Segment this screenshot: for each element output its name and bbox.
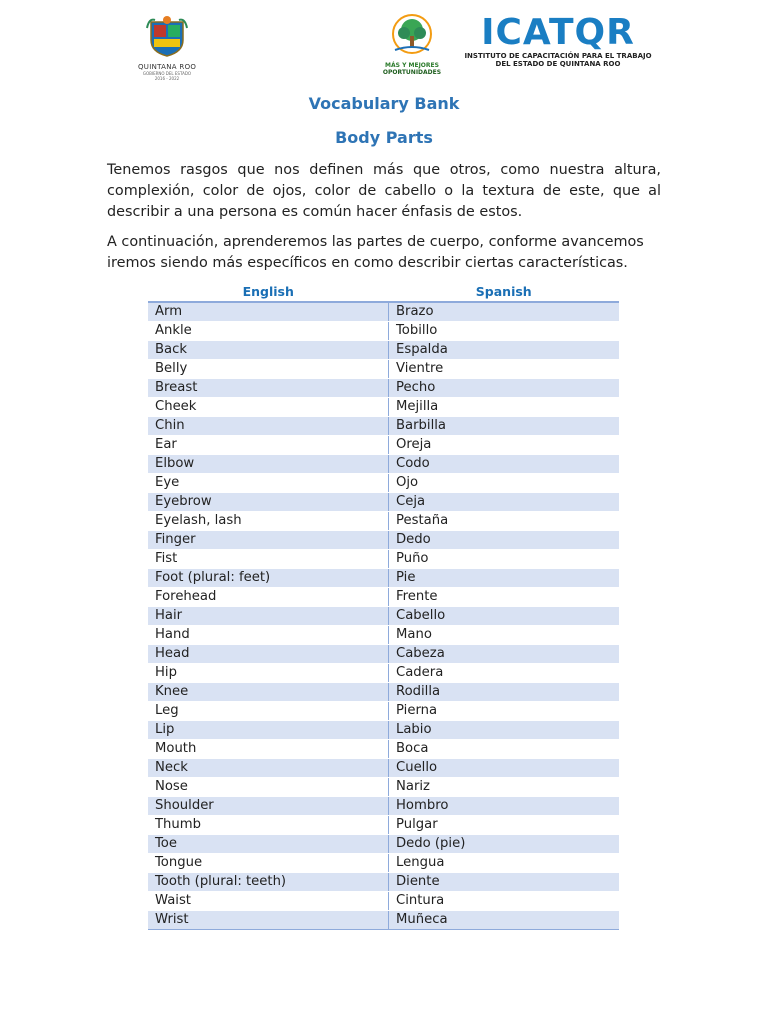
english-term: Wrist bbox=[148, 911, 389, 930]
spanish-term: Codo bbox=[389, 455, 620, 474]
table-row bbox=[148, 873, 619, 892]
tree-logo-line2: OPORTUNIDADES bbox=[382, 69, 442, 76]
table-row bbox=[148, 645, 619, 664]
table-row bbox=[148, 455, 619, 474]
column-header-english: English bbox=[148, 282, 389, 302]
table-row bbox=[148, 341, 619, 360]
table-row bbox=[148, 607, 619, 626]
state-logo bbox=[138, 14, 196, 81]
spanish-term: Espalda bbox=[389, 341, 620, 360]
spanish-term: Pulgar bbox=[389, 816, 620, 835]
document-subtitle: Body Parts bbox=[335, 128, 433, 147]
icatqr-title: ICATQR bbox=[481, 12, 635, 53]
english-term: Back bbox=[148, 341, 389, 360]
spanish-term: Frente bbox=[389, 588, 620, 607]
spanish-term: Dedo bbox=[389, 531, 620, 550]
english-term: Elbow bbox=[148, 455, 389, 474]
table-row bbox=[148, 797, 619, 816]
english-term: Toe bbox=[148, 835, 389, 854]
english-term: Cheek bbox=[148, 398, 389, 417]
english-term: Lip bbox=[148, 721, 389, 740]
spanish-term: Oreja bbox=[389, 436, 620, 455]
spanish-term: Puño bbox=[389, 550, 620, 569]
state-logo-name: QUINTANA ROO bbox=[138, 63, 197, 71]
spanish-term: Dedo (pie) bbox=[389, 835, 620, 854]
table-body bbox=[148, 302, 619, 930]
english-term: Eyelash, lash bbox=[148, 512, 389, 531]
spanish-term: Pierna bbox=[389, 702, 620, 721]
spanish-term: Ceja bbox=[389, 493, 620, 512]
table-row bbox=[148, 550, 619, 569]
table-row bbox=[148, 740, 619, 759]
spanish-term: Pestaña bbox=[389, 512, 620, 531]
spanish-term: Cabello bbox=[389, 607, 620, 626]
english-term: Eye bbox=[148, 474, 389, 493]
table-row bbox=[148, 816, 619, 835]
english-term: Belly bbox=[148, 360, 389, 379]
english-term: Nose bbox=[148, 778, 389, 797]
icatqr-subtitle-1: INSTITUTO DE CAPACITACIÓN PARA EL TRABAJO bbox=[464, 52, 652, 60]
table-row bbox=[148, 474, 619, 493]
icatqr-subtitle-2: DEL ESTADO DE QUINTANA ROO bbox=[495, 60, 621, 68]
table-row bbox=[148, 436, 619, 455]
table-header-row bbox=[148, 282, 619, 302]
table-row bbox=[148, 493, 619, 512]
spanish-term: Diente bbox=[389, 873, 620, 892]
english-term: Neck bbox=[148, 759, 389, 778]
english-term: Foot (plural: feet) bbox=[148, 569, 389, 588]
state-shield-icon bbox=[145, 14, 189, 58]
spanish-term: Vientre bbox=[389, 360, 620, 379]
table-row bbox=[148, 379, 619, 398]
tree-logo-line1: MÁS Y MEJORES bbox=[385, 62, 439, 69]
spanish-term: Lengua bbox=[389, 854, 620, 873]
spanish-term: Brazo bbox=[389, 302, 620, 322]
english-term: Hand bbox=[148, 626, 389, 645]
table-row bbox=[148, 854, 619, 873]
spanish-term: Pecho bbox=[389, 379, 620, 398]
spanish-term: Barbilla bbox=[389, 417, 620, 436]
english-term: Leg bbox=[148, 702, 389, 721]
english-term: Knee bbox=[148, 683, 389, 702]
english-term: Chin bbox=[148, 417, 389, 436]
table-row bbox=[148, 626, 619, 645]
spanish-term: Cuello bbox=[389, 759, 620, 778]
english-term: Thumb bbox=[148, 816, 389, 835]
english-term: Eyebrow bbox=[148, 493, 389, 512]
table-row bbox=[148, 702, 619, 721]
table-row bbox=[148, 302, 619, 322]
document-title: Vocabulary Bank bbox=[308, 94, 460, 113]
spanish-term: Hombro bbox=[389, 797, 620, 816]
table-row bbox=[148, 892, 619, 911]
vocabulary-table bbox=[148, 282, 619, 930]
table-row bbox=[148, 835, 619, 854]
table-row bbox=[148, 360, 619, 379]
english-term: Head bbox=[148, 645, 389, 664]
english-term: Arm bbox=[148, 302, 389, 322]
spanish-term: Cadera bbox=[389, 664, 620, 683]
spanish-term: Ojo bbox=[389, 474, 620, 493]
table-row bbox=[148, 759, 619, 778]
spanish-term: Cabeza bbox=[389, 645, 620, 664]
english-term: Waist bbox=[148, 892, 389, 911]
english-term: Tooth (plural: teeth) bbox=[148, 873, 389, 892]
state-logo-years: 2016 - 2022 bbox=[154, 76, 180, 81]
table-row bbox=[148, 683, 619, 702]
english-term: Breast bbox=[148, 379, 389, 398]
spanish-term: Mejilla bbox=[389, 398, 620, 417]
table-row bbox=[148, 531, 619, 550]
instructions-paragraph: A continuación, aprenderemos las partes de cuerpo, conforme avancemos iremos siendo más específicos en como describir ciertas características. bbox=[107, 234, 644, 271]
table-row bbox=[148, 512, 619, 531]
table-row bbox=[148, 417, 619, 436]
state-logo-gov: GOBIERNO DEL ESTADO bbox=[142, 71, 192, 76]
spanish-term: Muñeca bbox=[389, 911, 620, 930]
spanish-term: Nariz bbox=[389, 778, 620, 797]
english-term: Ear bbox=[148, 436, 389, 455]
oportunidades-logo bbox=[381, 14, 443, 76]
english-term: Hair bbox=[148, 607, 389, 626]
table-row bbox=[148, 721, 619, 740]
table-row bbox=[148, 588, 619, 607]
table-row bbox=[148, 569, 619, 588]
english-term: Mouth bbox=[148, 740, 389, 759]
table-row bbox=[148, 322, 619, 341]
spanish-term: Pie bbox=[389, 569, 620, 588]
intro-paragraph: Tenemos rasgos que nos definen más que otros, como nuestra altura, complexión, color de ojos, color de cabello o la textura de este, que al describir a una persona es común hacer énfasis de estos. bbox=[107, 162, 661, 220]
table-row bbox=[148, 664, 619, 683]
table-row bbox=[148, 778, 619, 797]
icatqr-logo bbox=[458, 14, 658, 68]
spanish-term: Tobillo bbox=[389, 322, 620, 341]
spanish-term: Boca bbox=[389, 740, 620, 759]
column-header-spanish: Spanish bbox=[389, 282, 620, 302]
english-term: Forehead bbox=[148, 588, 389, 607]
english-term: Finger bbox=[148, 531, 389, 550]
table-row bbox=[148, 911, 619, 930]
english-term: Shoulder bbox=[148, 797, 389, 816]
english-term: Tongue bbox=[148, 854, 389, 873]
english-term: Ankle bbox=[148, 322, 389, 341]
spanish-term: Mano bbox=[389, 626, 620, 645]
spanish-term: Rodilla bbox=[389, 683, 620, 702]
table-row bbox=[148, 398, 619, 417]
spanish-term: Labio bbox=[389, 721, 620, 740]
english-term: Fist bbox=[148, 550, 389, 569]
tree-icon bbox=[387, 14, 437, 58]
english-term: Hip bbox=[148, 664, 389, 683]
spanish-term: Cintura bbox=[389, 892, 620, 911]
